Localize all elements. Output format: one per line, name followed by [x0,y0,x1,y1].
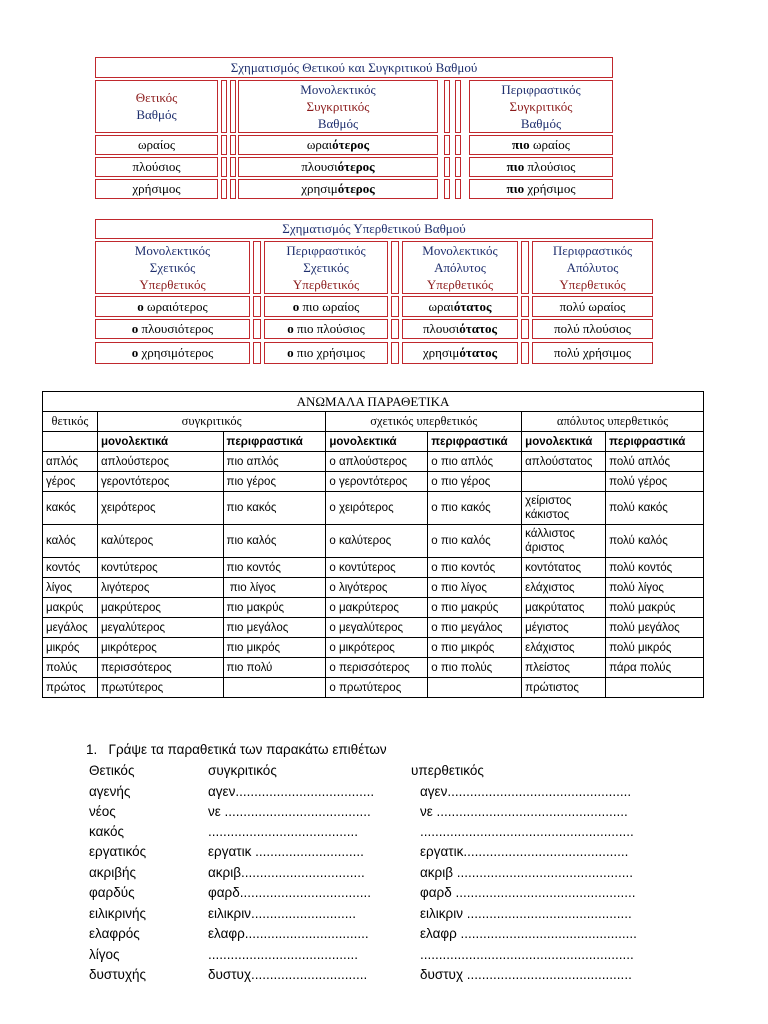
exercise-comparative-blank[interactable]: εργατικ ............................. [208,844,364,859]
t2-mono-abs: πλουσιότατος [402,319,518,339]
exercise-header-comparative: συγκριτικός [208,763,277,778]
group-positive: θετικός [43,412,98,432]
sub-header: μονολεκτικά [97,432,223,452]
table1-header-peri: Περιφραστικός Συγκριτικός Βαθμός [469,80,613,133]
form-cell: πιο πολύ [223,658,326,678]
exercise-comparative-blank[interactable]: ........................................ [208,947,359,962]
t1-mono: ωραιότερος [238,135,438,155]
divider [444,80,450,133]
form-cell: κάλλιστος άριστος [522,525,606,558]
positive-cell: κοντός [43,558,98,578]
divider [221,135,227,155]
form-cell [428,678,522,698]
form-cell: ο πρωτύτερος [326,678,428,698]
t1-peri: πιο πλούσιος [469,157,613,177]
form-cell: πιο καλός [223,525,326,558]
exercise-adjective: εργατικός [89,844,147,859]
t2-peri-abs: πολύ χρήσιμος [532,342,653,364]
t1-peri: πιο ωραίος [469,135,613,155]
form-cell: ο πιο γέρος [428,472,522,492]
t2-mono-abs: χρησιμότατος [402,342,518,364]
divider [444,135,450,155]
exercise-comparative-blank[interactable]: ακριβ................................. [208,865,365,880]
t1-positive: χρήσιμος [95,179,218,199]
t1-mono: χρησιμότερος [238,179,438,199]
table3-group-row [43,412,704,432]
table2-header-mono-abs: Μονολεκτικός Απόλυτος Υπερθετικός [402,241,518,294]
divider [444,179,450,199]
table-row [43,492,704,525]
divider [230,135,236,155]
exercise-adjective: ελαφρός [89,926,140,941]
group-comparative: συγκριτικός [97,412,325,432]
form-cell: πολύ μεγάλος [606,618,704,638]
t2-peri-abs: πολύ πλούσιος [532,319,653,339]
form-cell: ο μικρότερος [326,638,428,658]
exercise-adjective: ακριβής [89,865,137,880]
form-cell: πιο λίγος [223,578,326,598]
form-cell: ο πιο κοντός [428,558,522,578]
form-cell: χείριστος κάκιστος [522,492,606,525]
form-cell: ο μακρύτερος [326,598,428,618]
divider [391,296,399,317]
exercise-adjective: δυστυχής [89,967,147,982]
divider [521,296,529,317]
divider [230,157,236,177]
form-cell: ο χειρότερος [326,492,428,525]
t2-mono-rel: ο ωραιότερος [95,296,250,317]
table-row [43,598,704,618]
positive-cell: καλός [43,525,98,558]
form-cell: πιο μικρός [223,638,326,658]
t2-peri-rel: ο πιο χρήσιμος [264,342,388,364]
exercise-superlative-blank[interactable]: ακριβ ............................................... [420,865,634,880]
divider [521,342,529,364]
t2-mono-rel: ο χρησιμότερος [95,342,250,364]
form-cell: πάρα πολύς [606,658,704,678]
divider [253,342,261,364]
divider [455,135,461,155]
exercise-adjective: ειλικρινής [89,906,146,921]
table2-header-peri-rel: Περιφραστικός Σχετικός Υπερθετικός [264,241,388,294]
form-cell: ο πιο μεγάλος [428,618,522,638]
table1-title: Σχηματισμός Θετικού και Συγκριτικού Βαθμού [95,57,613,78]
form-cell: απλούστατος [522,452,606,472]
table-row [43,618,704,638]
exercise-comparative-blank[interactable]: αγεν..................................... [208,784,375,799]
exercise-adjective: αγενής [89,784,131,799]
form-cell: ο πιο καλός [428,525,522,558]
exercise-title: 1. Γράψε τα παραθετικά των παρακάτω επιθέτων [86,742,387,757]
exercise-header-positive: Θετικός [89,763,135,778]
divider [253,319,261,339]
table2-title: Σχηματισμός Υπερθετικού Βαθμού [95,219,653,239]
form-cell: πιο απλός [223,452,326,472]
divider [391,319,399,339]
t1-positive: ωραίος [95,135,218,155]
exercise-superlative-blank[interactable]: δυστυχ ............................................ [420,967,632,982]
exercise-comparative-blank[interactable]: ........................................ [208,824,359,839]
form-cell [522,472,606,492]
form-cell: απλούστερος [97,452,223,472]
form-cell: πολύ μακρύς [606,598,704,618]
divider [253,241,261,294]
exercise-adjective: κακός [89,824,124,839]
form-cell: πλείστος [522,658,606,678]
divider [230,179,236,199]
table3-body [43,452,704,698]
table1-header-positive: Θετικός Βαθμός [95,80,218,133]
form-cell: ο πιο μικρός [428,638,522,658]
form-cell: ο γεροντότερος [326,472,428,492]
table-row [43,678,704,698]
form-cell: ο κοντύτερος [326,558,428,578]
t1-mono: πλουσιότερος [238,157,438,177]
table-row [43,472,704,492]
divider [230,80,236,133]
exercise-adjective: λίγος [89,947,120,962]
form-cell: ο περισσότερος [326,658,428,678]
group-relative-superlative: σχετικός υπερθετικός [326,412,522,432]
group-absolute-superlative: απόλυτος υπερθετικός [522,412,704,432]
form-cell: πολύ κοντός [606,558,704,578]
positive-cell: λίγος [43,578,98,598]
form-cell: πιο κοντός [223,558,326,578]
divider [455,157,461,177]
sub-header: περιφραστικά [428,432,522,452]
sub-header: περιφραστικά [606,432,704,452]
form-cell: ο μεγαλύτερος [326,618,428,638]
divider [455,80,461,133]
divider [253,296,261,317]
positive-cell: μακρύς [43,598,98,618]
positive-cell: κακός [43,492,98,525]
table-row [43,558,704,578]
form-cell: κοντύτερος [97,558,223,578]
table-row [43,638,704,658]
divider [391,241,399,294]
form-cell: λιγότερος [97,578,223,598]
form-cell: περισσότερος [97,658,223,678]
form-cell: ο απλούστερος [326,452,428,472]
table-row [43,578,704,598]
exercise-comparative-blank[interactable]: νε ....................................... [208,804,371,819]
form-cell: καλύτερος [97,525,223,558]
form-cell: πολύ καλός [606,525,704,558]
table-row [43,525,704,558]
exercise-superlative-blank[interactable]: ......................................................... [420,824,634,839]
divider [444,157,450,177]
t1-peri: πιο χρήσιμος [469,179,613,199]
exercise-comparative-blank[interactable]: ελαφρ................................. [208,926,369,941]
t2-peri-rel: ο πιο ωραίος [264,296,388,317]
sub-header: μονολεκτικά [326,432,428,452]
exercise-header-superlative: υπερθετικός [411,763,484,778]
divider [221,179,227,199]
form-cell: πιο κακός [223,492,326,525]
form-cell: μικρότερος [97,638,223,658]
form-cell: πιο γέρος [223,472,326,492]
empty-cell [43,432,98,452]
positive-cell: απλός [43,452,98,472]
positive-cell: μεγάλος [43,618,98,638]
exercise-comparative-blank[interactable]: φαρδ................................... [208,885,372,900]
t1-positive: πλούσιος [95,157,218,177]
table2-header-peri-abs: Περιφραστικός Απόλυτος Υπερθετικός [532,241,653,294]
form-cell: πολύ γέρος [606,472,704,492]
sub-header: περιφραστικά [223,432,326,452]
positive-cell: μικρός [43,638,98,658]
exercise-superlative-blank[interactable]: ελαφρ ............................................... [420,926,637,941]
table3-title-row [43,392,704,412]
t2-mono-rel: ο πλουσιότερος [95,319,250,339]
positive-cell: πρώτος [43,678,98,698]
form-cell: ο πιο μακρύς [428,598,522,618]
table3-title: ΑΝΩΜΑΛΑ ΠΑΡΑΘΕΤΙΚΑ [43,392,704,412]
positive-cell: γέρος [43,472,98,492]
form-cell: ο καλύτερος [326,525,428,558]
t2-peri-rel: ο πιο πλούσιος [264,319,388,339]
exercise-superlative-blank[interactable]: φαρδ ................................................ [420,885,636,900]
form-cell: πολύ κακός [606,492,704,525]
form-cell: μεγαλύτερος [97,618,223,638]
exercise-superlative-blank[interactable]: εργατικ............................................ [420,844,629,859]
exercise-adjective: νέος [89,804,116,819]
exercise-superlative-blank[interactable]: νε ................................................... [420,804,628,819]
sub-header: μονολεκτικά [522,432,606,452]
exercise-adjective: φαρδύς [89,885,135,900]
form-cell: γεροντότερος [97,472,223,492]
exercise-superlative-blank[interactable]: ......................................................... [420,947,634,962]
table3-sub-row [43,432,704,452]
divider [221,157,227,177]
form-cell: ελάχιστος [522,638,606,658]
form-cell: ο πιο κακός [428,492,522,525]
form-cell: χειρότερος [97,492,223,525]
form-cell: πρωτύτερος [97,678,223,698]
form-cell: μέγιστος [522,618,606,638]
form-cell: πολύ μικρός [606,638,704,658]
form-cell: ο πιο λίγος [428,578,522,598]
form-cell: πιο μεγάλος [223,618,326,638]
divider [221,80,227,133]
divider [391,342,399,364]
form-cell: ο πιο απλός [428,452,522,472]
t2-peri-abs: πολύ ωραίος [532,296,653,317]
divider [455,179,461,199]
table-row [43,658,704,678]
form-cell [606,678,704,698]
divider [521,241,529,294]
table1-header-mono: Μονολεκτικός Συγκριτικός Βαθμός [238,80,438,133]
form-cell: πιο μακρύς [223,598,326,618]
form-cell [223,678,326,698]
exercise-superlative-blank[interactable]: αγεν................................................. [420,784,632,799]
table-row [43,452,704,472]
exercise-comparative-blank[interactable]: δυστυχ............................... [208,967,368,982]
exercise-superlative-blank[interactable]: ειλικριν ............................................ [420,906,632,921]
table2-header-mono-rel: Μονολεκτικός Σχετικός Υπερθετικός [95,241,250,294]
form-cell: μακρύτερος [97,598,223,618]
positive-cell: πολύς [43,658,98,678]
form-cell: μακρύτατος [522,598,606,618]
exercise-comparative-blank[interactable]: ειλικριν............................ [208,906,356,921]
form-cell: ο πιο πολύς [428,658,522,678]
t2-mono-abs: ωραιότατος [402,296,518,317]
irregular-comparatives-table [42,391,704,698]
divider [521,319,529,339]
form-cell: κοντότατος [522,558,606,578]
form-cell: πολύ λίγος [606,578,704,598]
form-cell: πολύ απλός [606,452,704,472]
form-cell: ο λιγότερος [326,578,428,598]
form-cell: πρώτιστος [522,678,606,698]
form-cell: ελάχιστος [522,578,606,598]
